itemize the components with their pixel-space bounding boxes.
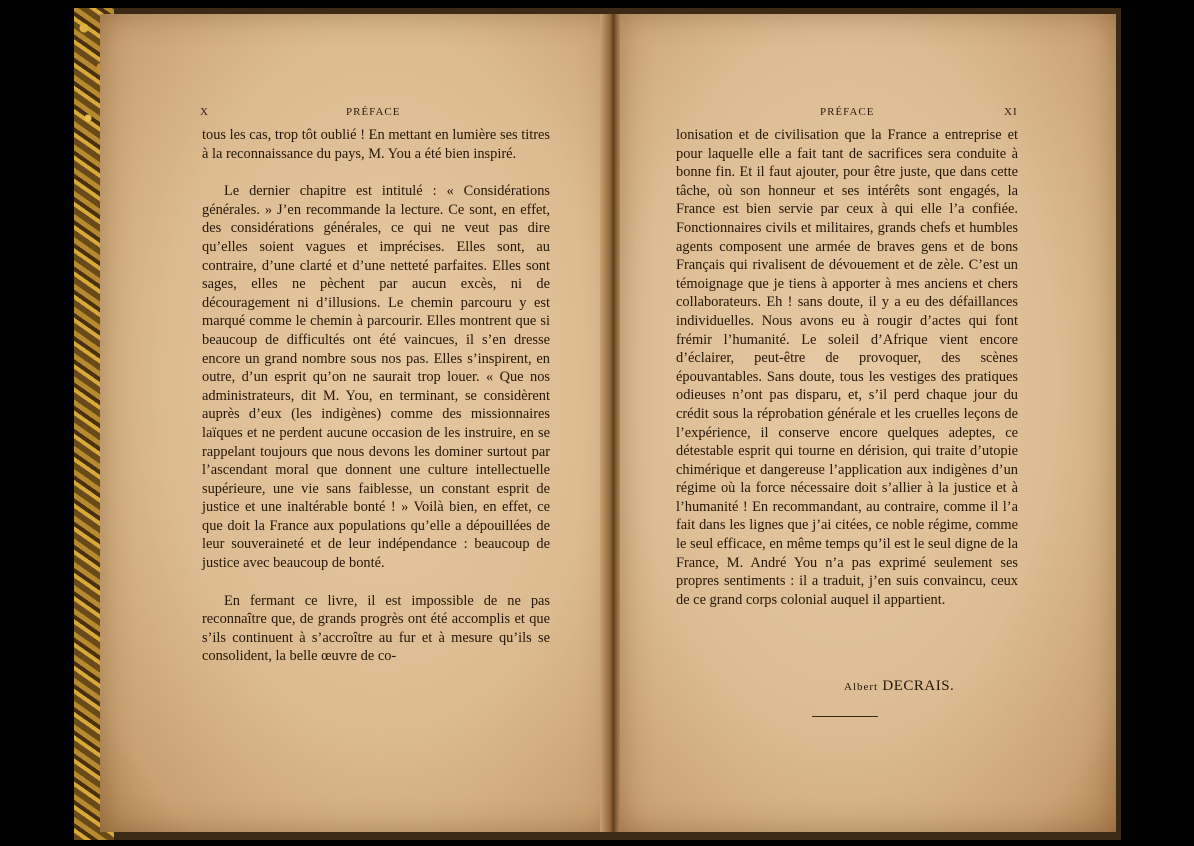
signature-first-name: Albert xyxy=(844,681,879,693)
open-book xyxy=(74,8,1121,840)
signature xyxy=(844,678,954,695)
left-page-number: X xyxy=(200,106,209,118)
right-page xyxy=(620,14,1116,832)
right-page-number: XI xyxy=(1004,106,1018,118)
right-paragraph-1: lonisation et de civilisation que la France a entreprise et pour laquelle elle a fait tant de sacrifices sera conduite à bonne fin. Et il faut ajouter, pour être juste, que dans cette tâche, où son honneur et ses intérêts sont engagés, la France est bien servie par ceux à qui elle l’a confiée. Fonctionnaires civils et militaires, grands chefs et humbles agents composent une armée de braves gens et de bons Français qui rivalisent de dévouement et de zèle. C’est un témoignage que je tiens à apporter à mes anciens et chers collaborateurs. Eh ! sans doute, il y a eu des défaillances individuelles. Nous avons eu à rougir d’actes qui font frémir l’humanité. Le soleil d’Afrique vient encore d’éclairer, peut-être de provoquer, des scènes épouvantables. Sans doute, tous les vestiges des pratiques odieuses n’ont pas disparu, et, s’il perd chaque jour du crédit sous la réprobation générale et les cruelles leçons de l’expérience, il conserve encore quelques adeptes, ce détestable esprit qui tourne en dérision, qui traite d’utopie chimérique et dangereuse l’application aux indigènes d’un régime où la force nécessaire doit s’allier à la justice et à l’humanité ! En recommandant, au contraire, comme il l’a fait dans les lignes que j’ai citées, ce noble régime, comme le seul efficace, en même temps qu’il est le seul digne de la France, M. André You n’a pas exprimé seulement ses propres sentiments : il a traduit, j’en suis convaincu, ceux de ce grand corps colonial auquel il appartient. xyxy=(676,127,1018,608)
left-page xyxy=(100,14,614,832)
left-page-text xyxy=(202,126,550,666)
left-paragraph-1: tous les cas, trop tôt oublié ! En mettant en lumière ses titres à la reconnaissance du pays, M. You a été bien inspiré. xyxy=(202,127,550,162)
closing-rule xyxy=(812,716,878,717)
left-paragraph-2: Le dernier chapitre est intitulé : « Considérations générales. » J’en recommande la lecture. Ce sont, en effet, des considérations générales, ce qui ne veut pas dire qu’elles soient vagues et imprécises. Elles sont, au contraire, d’une clarté et d’une netteté parfaites. Elles sont sages, elles ne pèchent par aucun excès, ni de découragement ni d’illusions. Le chemin parcouru y est marqué comme le chemin à parcourir. Elles montrent que si beaucoup de difficultés ont été vaincues, il s’en dresse encore un grand nombre sous nos pas. Elles s’inspirent, en outre, d’un esprit qu’on ne saurait trop louer. « Que nos administrateurs, dit M. You, en terminant, se considèrent auprès d’eux (les indigènes) comme des missionnaires laïques et ne perdent aucune occasion de les instruire, en se rappelant toujours que nous devons les dominer surtout par l’ascendant moral que donnent une culture intellectuelle supérieure, une vie sans faiblesse, un constant esprit de justice et une inaltérable bonté ! » Voilà bien, en effet, ce que doit la France aux populations qu’elle a dépouillées de leur souveraineté et de leur indépendance : beaucoup de justice avec beaucoup de bonté. xyxy=(202,183,550,572)
signature-last-name: DECRAIS. xyxy=(882,678,955,694)
left-paragraph-3: En fermant ce livre, il est impossible de ne pas reconnaître que, de grands progrès ont été accomplis et que s’ils continuent à s’accroître au fur et à mesure qu’ils se consolident, la belle œuvre de co- xyxy=(202,592,550,665)
right-running-head: PRÉFACE xyxy=(820,106,875,118)
right-page-text xyxy=(676,126,1018,609)
left-running-head: PRÉFACE xyxy=(346,106,401,118)
